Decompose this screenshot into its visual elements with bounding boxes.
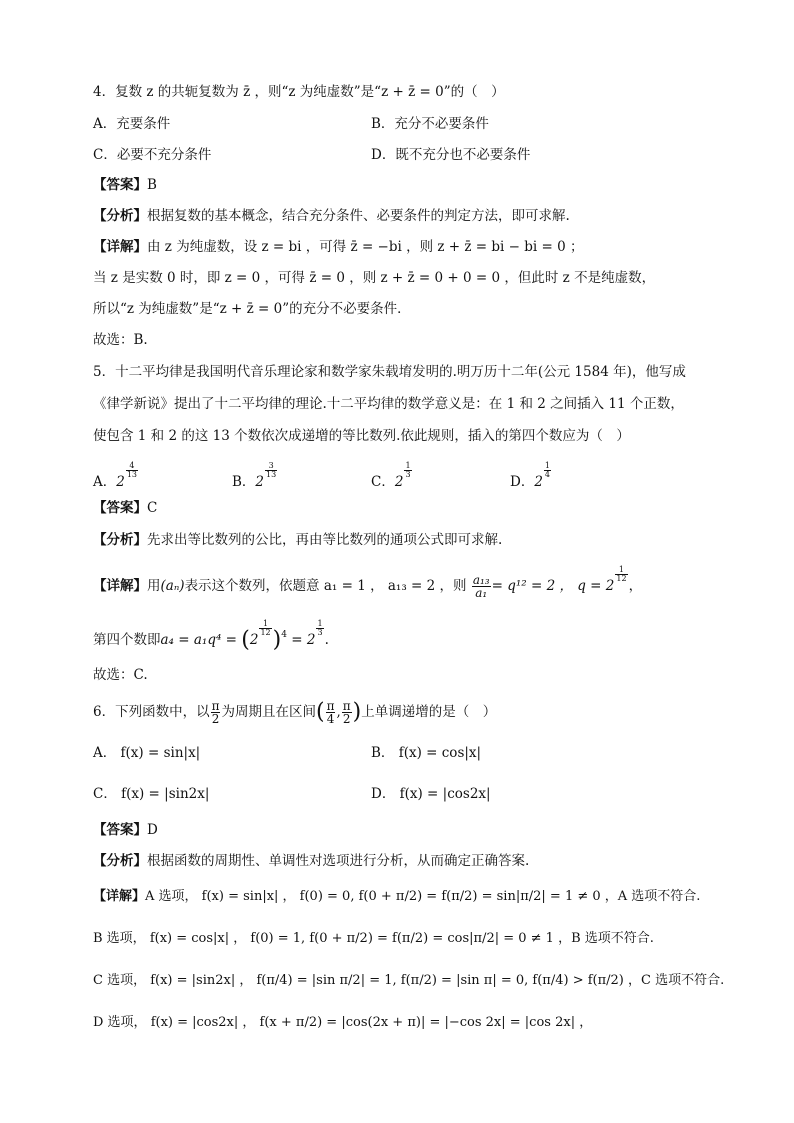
- q4-choose: 故选：B.: [93, 332, 148, 348]
- exp-denominator: 12: [616, 574, 627, 583]
- q6-option-d: D． f(x) = |cos2x|: [371, 786, 491, 802]
- analysis-tag: 【分析】: [93, 208, 147, 224]
- exp-numerator: 1: [317, 619, 323, 628]
- q4-option-a: A．充要条件: [93, 116, 171, 132]
- detail-tag: 【详解】: [93, 239, 147, 255]
- q6-detail-line-b: B 选项， f(x) = cos|x| ， f(0) = 1, f(0 + π/2) = f(π/2) = cos|π/2| = 0 ≠ 1 ，B 选项不符合.: [93, 931, 654, 946]
- q6-analysis: 根据函数的周期性、单调性对选项进行分析，从而确定正确答案.: [147, 853, 530, 869]
- base: 2: [249, 632, 259, 648]
- result: = 2: [291, 632, 316, 648]
- answer-tag: 【答案】: [93, 177, 147, 193]
- interval-right-denominator: 2: [342, 712, 351, 726]
- q6-stem: 6．下列函数中，以 $\frac{\pi}{2}$ 为周期且在区间( $\frac{\pi}{4}$ , $\frac{\pi}{2}$ )上单调递增的是（ ）: [93, 699, 497, 726]
- analysis-tag: 【分析】: [93, 532, 147, 548]
- q5-stem-line1: 5．十二平均律是我国明代音乐理论家和数学家朱载堉发明的.明万历十二年(公元 1584 年)，他写成: [93, 364, 686, 380]
- q5-stem-line3: 使包含 1 和 2 的这 13 个数依次成递增的等比数列.依此规则，插入的第四个数应为（ ）: [93, 428, 630, 444]
- detail-text: 第四个数即: [93, 632, 161, 648]
- q5-answer: C: [147, 500, 158, 516]
- option-base: 2: [116, 474, 125, 490]
- period-numerator: π: [211, 699, 220, 713]
- option-base: 2: [255, 474, 265, 490]
- q5-option-a: [93, 462, 139, 491]
- q5-choose: 故选：C.: [93, 667, 148, 683]
- exp-denominator: 3: [405, 470, 411, 479]
- exp-numerator: 1: [259, 620, 271, 629]
- q6-analysis-line: [93, 852, 529, 870]
- q6-answer-line: [93, 821, 158, 839]
- exp-denominator: 13: [126, 470, 138, 479]
- option-label: D．: [510, 474, 535, 490]
- q5-analysis-line: [93, 531, 502, 549]
- q4-stem: 4．复数 z 的共轭复数为 z̄ ，则“z 为纯虚数”是“z + z̄ = 0”的（ ）: [93, 84, 505, 100]
- ratio-formula: q = 2: [577, 578, 615, 594]
- q4-option-b: B．充分不必要条件: [371, 116, 489, 132]
- interval-left-denominator: 4: [326, 712, 335, 726]
- q4-option-c: C．必要不充分条件: [93, 147, 212, 163]
- exp-numerator: 3: [265, 462, 277, 471]
- exp-numerator: 1: [544, 461, 551, 470]
- answer-tag: 【答案】: [93, 500, 147, 516]
- stem-text: 上单调递增的是（ ）: [361, 704, 497, 720]
- formula: a₄ = a₁q⁴ =: [160, 632, 237, 648]
- q4-analysis: 根据复数的基本概念，结合充分条件、必要条件的判定方法，即可求解.: [147, 208, 570, 224]
- q5-detail-line: 【详解】用(aₙ)表示这个数列，依题意 a₁ = 1 ， a₁₃ = 2 ，则 $\frac{\text{a₁₃}}{\text{a₁}}$ = q¹² = 2 ， q = 2 $\frac{1}{12}$ ，: [93, 565, 643, 600]
- q6-option-a: A． f(x) = sin|x|: [93, 745, 201, 761]
- q6-detail-line-a: [93, 888, 700, 906]
- q6-option-c: C． f(x) = |sin2x|: [93, 786, 210, 802]
- option-label: A．: [93, 474, 117, 490]
- q6-detail-a: A 选项， f(x) = sin|x| ， f(0) = 0, f(0 + π/2) = f(π/2) = sin|π/2| = 1 ≠ 0 ，A 选项不符合.: [145, 889, 701, 904]
- q6-detail-line-d: D 选项， f(x) = |cos2x| ， f(x + π/2) = |cos(2x + π)| = |−cos 2x| = |cos 2x| ，: [93, 1015, 593, 1030]
- q5-option-b: [232, 462, 278, 491]
- analysis-tag: 【分析】: [93, 853, 147, 869]
- option-label: B．: [232, 474, 256, 490]
- option-label: C．: [371, 474, 395, 490]
- outer-exponent: 4: [281, 630, 287, 640]
- exp-denominator: 13: [266, 470, 277, 479]
- q4-answer: B: [147, 177, 157, 193]
- q4-detail: 由 z 为纯虚数，设 z = bi ，可得 z̄ = −bi ，则 z + z̄ = bi − bi = 0 ；: [147, 239, 584, 255]
- detail-text: 用: [147, 578, 161, 594]
- exp-denominator: 3: [317, 628, 323, 637]
- ratio-denominator: a₁: [475, 586, 488, 600]
- q5-analysis: 先求出等比数列的公比，再由等比数列的通项公式即可求解.: [147, 532, 503, 548]
- q4-detail-line: [93, 238, 584, 256]
- interval-right-numerator: π: [342, 699, 351, 713]
- q6-answer: D: [147, 822, 158, 838]
- q5-stem-line2: 《律学新说》提出了十二平均律的理论.十二平均律的数学意义是：在 1 和 2 之间插入 11 个正数，: [93, 396, 684, 412]
- q5-option-d: [510, 462, 552, 491]
- q4-detail-line3: 所以“z 为纯虚数”是“z + z̄ = 0”的充分不必要条件．: [93, 301, 411, 317]
- stem-text: 6．下列函数中，以: [93, 704, 210, 720]
- detail-tag: 【详解】: [93, 889, 146, 904]
- q5-option-c: [371, 462, 413, 491]
- answer-tag: 【答案】: [93, 822, 147, 838]
- q5-answer-line: [93, 499, 157, 517]
- ratio-numerator: a₁₃: [472, 573, 490, 587]
- q4-analysis-line: [93, 207, 570, 225]
- stem-text: 为周期且在区间: [221, 704, 316, 720]
- q6-option-b: B． f(x) = cos|x|: [371, 745, 482, 761]
- interval-left-numerator: π: [326, 699, 335, 713]
- q4-answer-line: [93, 176, 157, 194]
- exp-numerator: 4: [126, 462, 138, 471]
- exp-denominator: 12: [260, 628, 271, 637]
- q6-detail-line-c: C 选项， f(x) = |sin2x| ， f(π/4) = |sin π/2| = 1, f(π/2) = |sin π| = 0, f(π/4) > f(π/2) ，C 选项不符合.: [93, 973, 725, 988]
- period-denominator: 2: [211, 712, 220, 726]
- detail-text: 表示这个数列，依题意 a₁ = 1 ， a₁₃ = 2 ，则: [184, 578, 467, 594]
- exp-numerator: 1: [615, 566, 627, 575]
- q4-detail-line2: 当 z 是实数 0 时，即 z = 0 ，可得 z̄ = 0 ，则 z + z̄ = 0 + 0 = 0 ，但此时 z 不是纯虚数，: [93, 270, 656, 286]
- detail-tag: 【详解】: [93, 578, 147, 594]
- q5-fourth-term-line: 第四个数即a₄ = a₁q⁴ = (2 $\frac{1}{12}$ )$^4$ = 2 $\frac{1}{3}$ .: [93, 619, 329, 653]
- option-base: 2: [394, 474, 404, 490]
- option-base: 2: [534, 474, 543, 490]
- exp-numerator: 1: [405, 461, 411, 470]
- q4-option-d: D．既不充分也不必要条件: [371, 147, 531, 163]
- exp-denominator: 4: [544, 470, 551, 479]
- sequence-symbol: (aₙ): [160, 578, 185, 594]
- detail-text: = q¹² = 2 ，: [491, 578, 573, 594]
